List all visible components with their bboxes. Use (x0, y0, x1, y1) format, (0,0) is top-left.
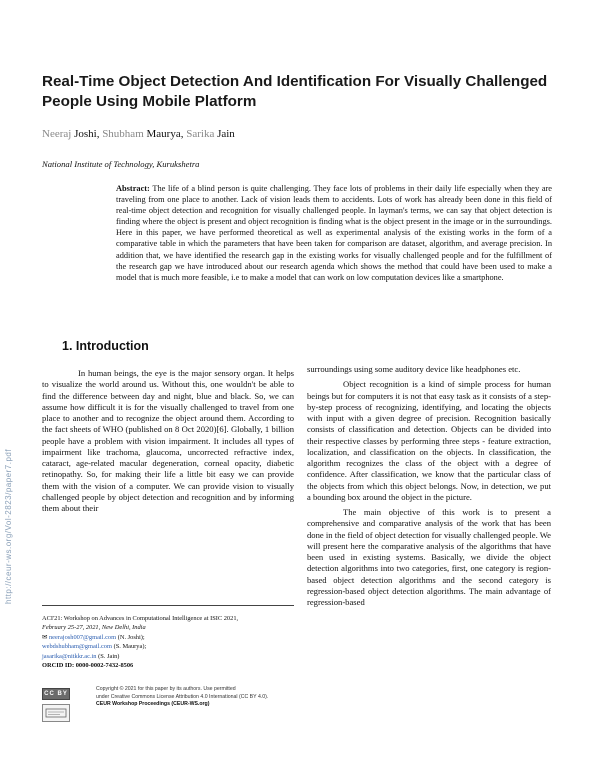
intro-paragraph-continued: surroundings using some auditory device like headphones etc. (307, 364, 521, 374)
ceur-proceedings: CEUR Workshop Proceedings (CEUR-WS.org) (96, 701, 210, 708)
abstract-label: Abstract: (116, 184, 150, 193)
section-heading-introduction: 1. Introduction (62, 339, 149, 353)
envelope-icon: ✉ (42, 633, 48, 641)
orcid-line: ORCID ID: 0000-0002-7432-8506 (42, 662, 134, 670)
abstract (116, 183, 552, 283)
author-list (42, 127, 562, 141)
license-line-2: under Creative Commons License Attribution 4.0 International (CC BY 4.0). (96, 693, 269, 700)
email-line-1: ✉ neerajosh007@gmail.com (N. Joshi); (42, 633, 145, 641)
side-url-watermark: http://ceur-ws.org/Vol-2823/paper7.pdf (4, 448, 13, 604)
email-line-3: jasarika@nitkkr.ac.in (S. Jain) (42, 652, 120, 660)
email-link-1[interactable]: neerajosh007@gmail.com (48, 633, 117, 641)
footnote (42, 614, 294, 670)
author-3: Sarika Jain (186, 128, 235, 140)
license-line-1: Copyright © 2021 for this paper by its authors. Use permitted (96, 686, 236, 692)
author-1: Neeraj Joshi, (42, 128, 103, 140)
email-link-3[interactable]: jasarika@nitkkr.ac.in (42, 652, 97, 660)
abstract-text: The life of a blind person is quite challenging. They face lots of problems in their daily life especially when they are traveling from one place to another. Lack of vision leads them to accidents. Lots of work has already been done in this field of real-time object detection and recognition for visually challenged people. In layman's terms, we can say that object detection is finding where the object is present and object recognition is finding what is the object present in the image or in the surroundings. Here in this paper, we have performed theoretical as well as experimental analysis of the existing works in the form of a comparative table in which the parameters that have been taken for comparison are dataset, algorithm, and average precision. In addition that, we have identified the research gap in the existing works for visually challenged people and for the fulfillment of the research gap we have introduced about our research agenda which shows the method that could have been used to make a model that is much more feasible, i.e to make a model that can work on low computation devices like a smartphone. (116, 184, 552, 282)
intro-paragraph-3: The main objective of this work is to present a comprehensive and comparative analysis of the work that has been done in the field of object detection for visually challenged people. We will present here the comparative analysis of the algorithms that have been used in existing systems. Basically, we divide the object detection algorithms into two categories, first, one category is region-based object detection algorithms and the second category is regression-based object detection algorithms. The main advantage of regression-based (307, 507, 551, 607)
conference-line-1: ACI'21: Workshop on Advances in Computational Intelligence at ISIC 2021, (42, 615, 239, 622)
cc-by-badge-icon: CC BY (42, 688, 70, 700)
intro-paragraph-2: Object recognition is a kind of simple process for human beings but for computers it is not that easy task as it consists of a step-by-step process of recognizing, identifying, and locating the objects with input with a given degree of precision. Recognition basically consists of classification and detection. Objects can be divided into their respective classes by performing three steps - feature extraction, localization, and classification on the objects. In classification, the algorithm recognizes the class of the object with a degree of confidence. After classification, we know that the particular class of the objects from which this object belongs. Now, in detection, we put a bounding box around the object in the picture. (307, 379, 551, 502)
email-link-2[interactable]: webdshubham@gmail.com (42, 643, 112, 651)
ceur-logo-icon (42, 704, 70, 722)
intro-paragraph-1: In human beings, the eye is the major sensory organ. It helps to visualize the world around us. Without this, one wouldn't be able to find the difference between day and night, blue and black. So, we can assume how difficult it is for the visually challenged to travel from one place to another and to recognize the object around them. According to the fact sheets of WHO (published on 8 Oct 2020)[6]. Globally, 1 billion people have a problem with vision impairment. It includes all types of impairment like trachoma, glaucoma, uncorrected refractive index, cataract, age-related macular degeneration, corneal opacity, diabetic retinopathy. So, for making their life a little bit easy we can provide them with the vision of a computer. We can provide vision to visually challenged people by object detection and recognition and by informing them about their (42, 368, 294, 513)
footnote-divider (42, 605, 294, 606)
paper-title: Real-Time Object Detection And Identification For Visually Challenged People Using Mobile Platform (42, 73, 548, 110)
author-2: Shubham Maurya, (102, 128, 187, 140)
right-column (307, 364, 551, 608)
left-column (42, 368, 294, 514)
conference-line-2: February 25-27, 2021, New Delhi, India (42, 624, 146, 632)
email-line-2: webdshubham@gmail.com (S. Maurya); (42, 643, 147, 651)
affiliation: National Institute of Technology, Kurukshetra (42, 159, 200, 169)
license-notice (96, 686, 316, 709)
